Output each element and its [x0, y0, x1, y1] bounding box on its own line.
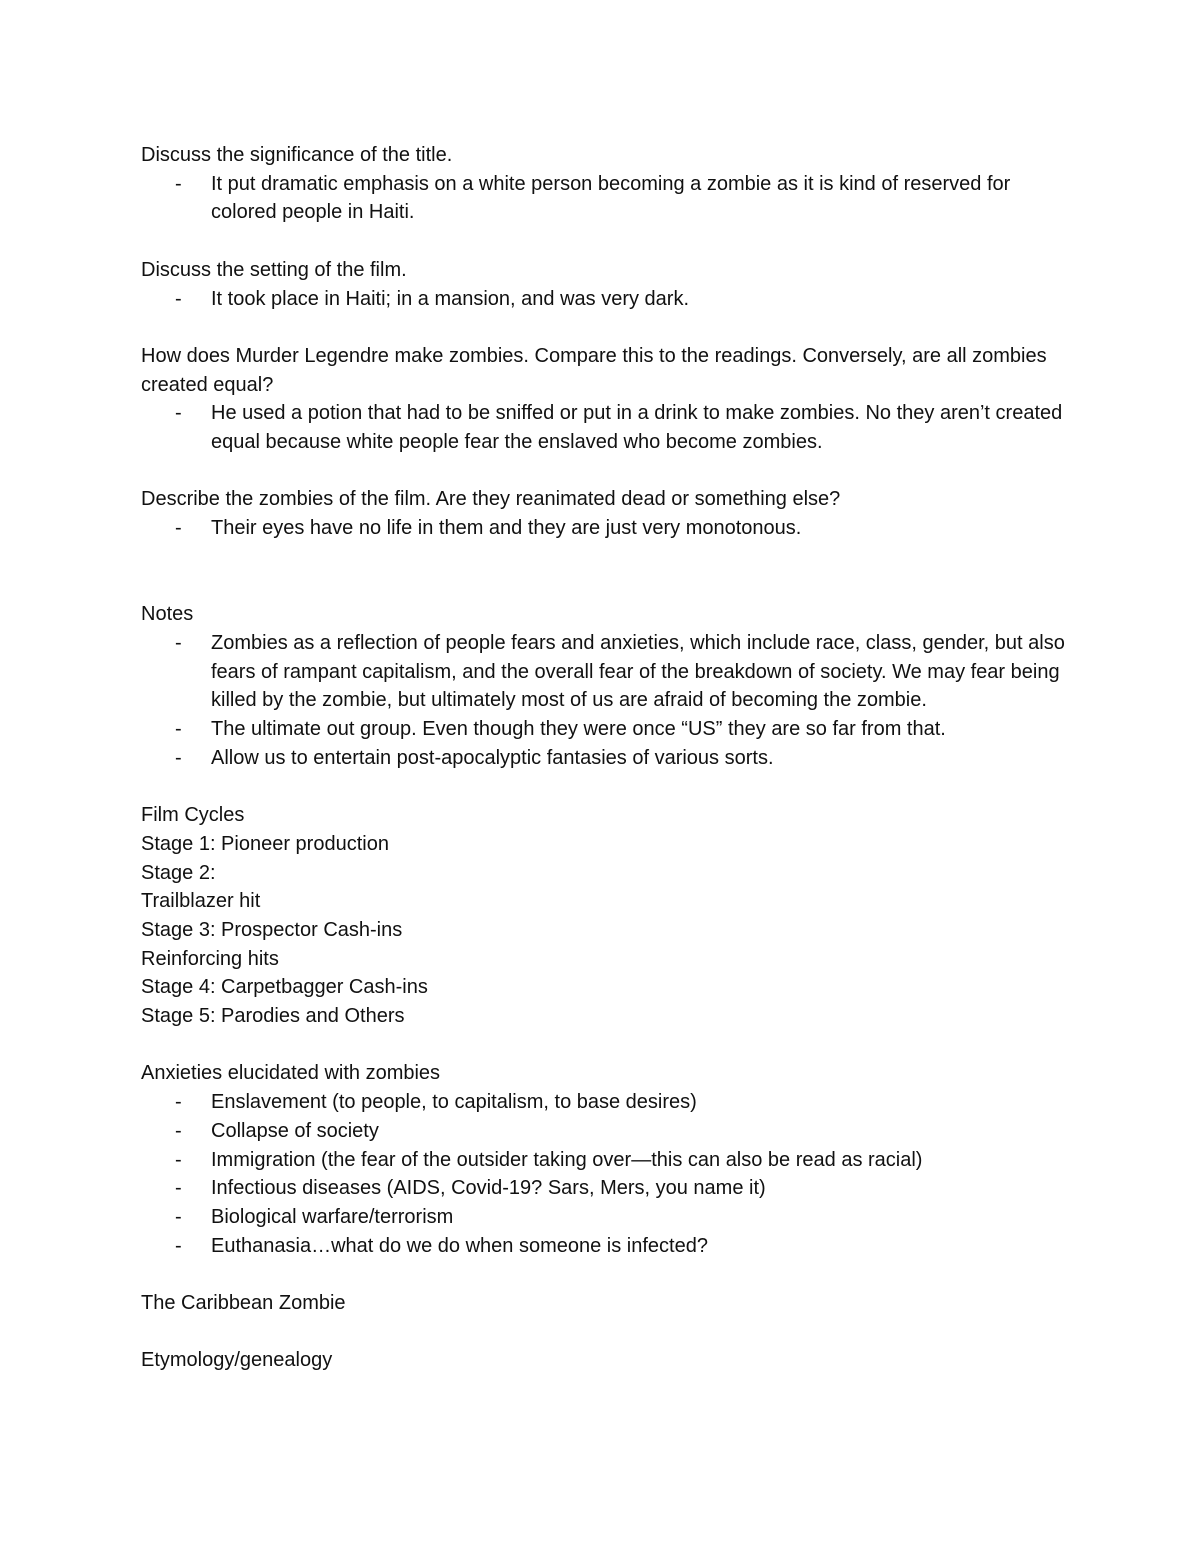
dash-bullet: -	[175, 1148, 182, 1171]
question-heading: How does Murder Legendre make zombies. Compare this to the readings. Conversely, are all zombies created equal?	[141, 344, 1047, 396]
anxieties-list	[141, 1088, 1071, 1260]
dash-bullet: -	[175, 631, 182, 654]
film-cycle-line: Reinforcing hits	[141, 947, 279, 970]
film-cycle-line: Trailblazer hit	[141, 890, 261, 913]
dash-bullet: -	[175, 746, 182, 769]
dash-bullet: -	[175, 517, 182, 540]
answer-list	[141, 514, 1071, 543]
list-item: - It put dramatic emphasis on a white person becoming a zombie as it is kind of reserved for colored people in Haiti.	[141, 170, 1071, 227]
dash-bullet: -	[175, 287, 182, 310]
film-cycle-line: Stage 2:	[141, 861, 216, 884]
dash-bullet: -	[175, 1177, 182, 1200]
film-cycle-line: Stage 1: Pioneer production	[141, 832, 389, 855]
dash-bullet: -	[175, 172, 182, 195]
question-heading: Describe the zombies of the film. Are they reanimated dead or something else?	[141, 488, 841, 511]
list-item: - It took place in Haiti; in a mansion, and was very dark.	[141, 285, 1071, 314]
film-cycle-line: Stage 5: Parodies and Others	[141, 1005, 405, 1028]
list-item: - Collapse of society	[141, 1117, 1071, 1146]
question-heading: Discuss the setting of the film.	[141, 258, 407, 281]
etymology-heading: Etymology/genealogy	[141, 1349, 333, 1372]
dash-bullet: -	[175, 1091, 182, 1114]
list-item: - Zombies as a reflection of people fears and anxieties, which include race, class, gender, but also fears of rampant capitalism, and the overall fear of the breakdown of society. We may fear being killed by the zombie, but ultimately most of us are afraid of becoming the zombie.	[141, 629, 1071, 715]
film-cycle-line: Stage 3: Prospector Cash-ins	[141, 918, 403, 941]
dash-bullet: -	[175, 1119, 182, 1142]
dash-bullet: -	[175, 402, 182, 425]
list-item: - Enslavement (to people, to capitalism, to base desires)	[141, 1088, 1071, 1117]
list-item: - Infectious diseases (AIDS, Covid-19? Sars, Mers, you name it)	[141, 1174, 1071, 1203]
list-item: - Their eyes have no life in them and they are just very monotonous.	[141, 514, 1071, 543]
answer-list	[141, 285, 1071, 314]
list-item: - Allow us to entertain post-apocalyptic fantasies of various sorts.	[141, 744, 1071, 773]
list-item: - Immigration (the fear of the outsider taking over—this can also be read as racial)	[141, 1146, 1071, 1175]
list-item: - Biological warfare/terrorism	[141, 1203, 1071, 1232]
list-item: - Euthanasia…what do we do when someone is infected?	[141, 1232, 1071, 1261]
document-page	[141, 141, 1071, 1375]
list-item: - He used a potion that had to be sniffed or put in a drink to make zombies. No they aren’t created equal because white people fear the enslaved who become zombies.	[141, 399, 1071, 456]
dash-bullet: -	[175, 1205, 182, 1228]
question-heading: Discuss the significance of the title.	[141, 144, 453, 166]
film-cycle-line: Stage 4: Carpetbagger Cash-ins	[141, 976, 428, 999]
answer-list	[141, 399, 1071, 456]
dash-bullet: -	[175, 718, 182, 740]
notes-heading: Notes	[141, 603, 194, 626]
caribbean-heading: The Caribbean Zombie	[141, 1292, 346, 1315]
dash-bullet: -	[175, 1234, 182, 1257]
list-item: - The ultimate out group. Even though they were once “US” they are so far from that.	[141, 715, 1071, 744]
answer-list	[141, 170, 1071, 227]
film-cycles-heading: Film Cycles	[141, 804, 245, 827]
notes-list	[141, 629, 1071, 773]
anxieties-heading: Anxieties elucidated with zombies	[141, 1062, 441, 1085]
